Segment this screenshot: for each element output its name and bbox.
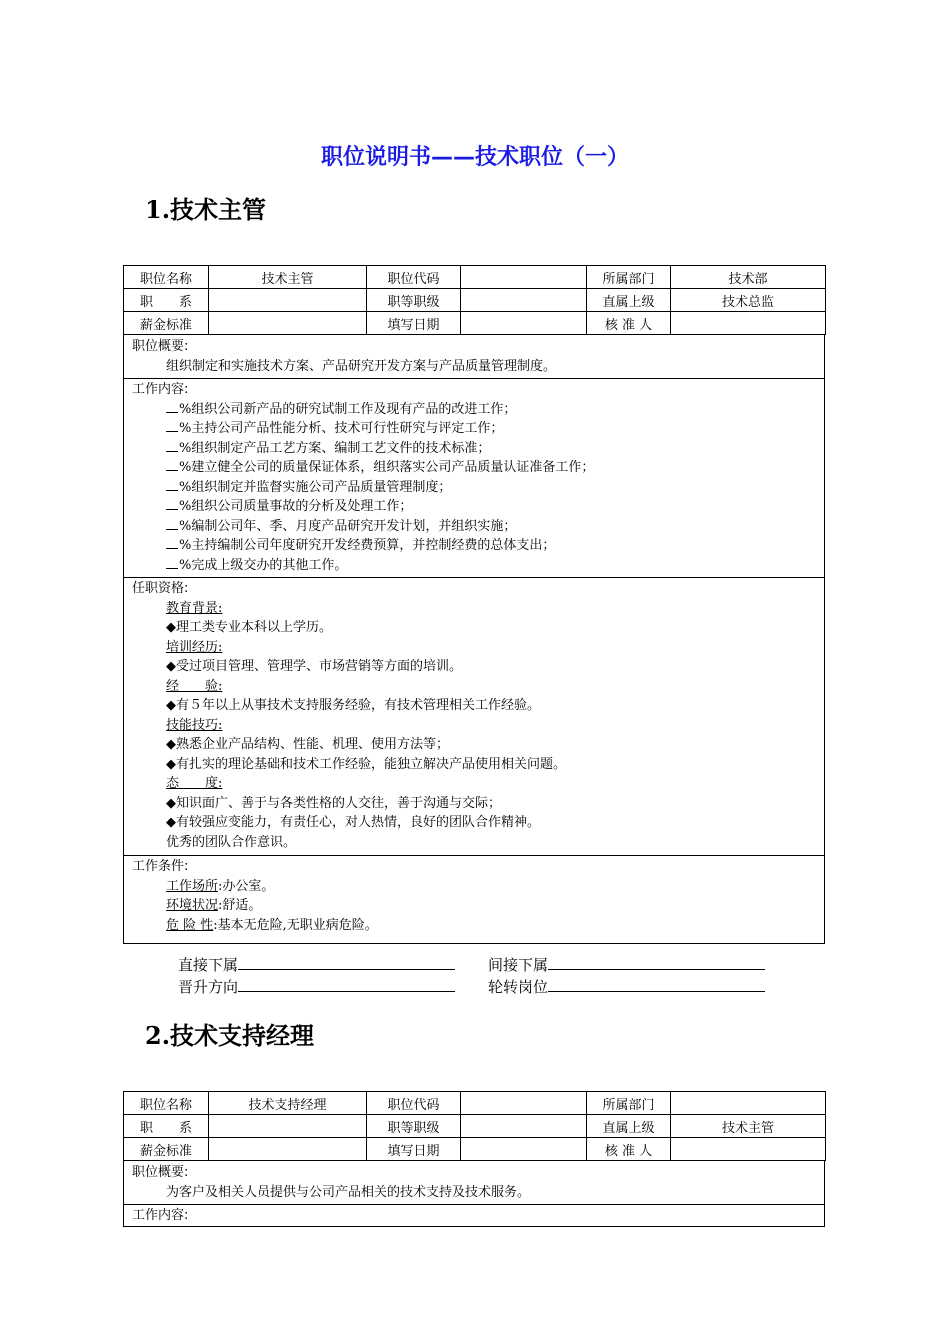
cell-value [461,1138,587,1161]
conditions-label: 工作条件: [132,859,189,874]
cell-label: 所属部门 [587,1092,671,1115]
promotion-field [238,977,455,992]
list-item: %主持公司产品性能分析、技术可行性研究与评定工作； [124,419,824,439]
cell-label: 职 系 [124,1115,209,1138]
edu-label: 教育背景: [166,600,223,616]
rotation-field [548,977,765,992]
indirect-sub-label: 间接下属 [488,956,549,974]
cell-label: 薪金标准 [124,312,209,335]
train-text: ◆受过项目管理、管理学、市场营销等方面的培训。 [166,659,462,674]
cell-label: 职等职级 [367,289,461,312]
cell-value: 技术部 [671,266,826,289]
list-item: %建立健全公司的质量保证体系，组织落实公司产品质量认证准备工作； [124,458,824,478]
cell-value [209,312,367,335]
cell-label: 核 准 人 [587,1138,671,1161]
promotion-label: 晋升方向 [178,978,239,996]
exp-label: 经 验: [166,678,223,694]
table-row [124,289,826,312]
duties-label: 工作内容: [132,382,189,397]
cell-label: 职等职级 [367,1115,461,1138]
table-row [124,1138,826,1161]
overview-text: 组织制定和实施技术方案、产品研究开发方案与产品质量管理制度。 [166,358,557,374]
cell-value [461,289,587,312]
header-table-2 [123,1091,826,1161]
cell-value [461,312,587,335]
condition-risk: 危 险 性:基本无危险,无职业病危险。 [166,917,378,933]
overview-block-1 [123,335,825,379]
cell-label: 填写日期 [367,312,461,335]
cell-value [671,1092,826,1115]
relations-block [178,954,765,998]
direct-sub-label: 直接下属 [178,956,239,974]
section-heading-1: 1.技术主管 [145,195,267,224]
table-row [124,266,826,289]
attitude-text-2: ◆有较强应变能力，有责任心，对人热情，良好的团队合作精神。 [166,815,540,830]
cell-label: 职位名称 [124,1092,209,1115]
cell-label: 职位代码 [367,1092,461,1115]
attitude-label: 态 度: [166,776,223,791]
header-table-1 [123,265,826,335]
exp-text: ◆有５年以上从事技术支持服务经验，有技术管理相关工作经验。 [166,698,540,713]
duties-block-2 [123,1204,825,1227]
direct-sub-field [238,955,455,970]
cell-value [209,1138,367,1161]
cell-label: 薪金标准 [124,1138,209,1161]
cell-value: 技术主管 [671,1115,826,1138]
cell-value: 技术主管 [209,266,367,289]
overview-label: 职位概要: [132,1165,189,1180]
cell-value [671,312,826,335]
duties-label: 工作内容: [132,1208,189,1223]
overview-text: 为客户及相关人员提供与公司产品相关的技术支持及技术服务。 [166,1184,531,1200]
list-item: %主持编制公司年度研究开发经费预算，并控制经费的总体支出； [124,536,824,556]
rotation-label: 轮转岗位 [488,978,549,996]
table-row [124,1115,826,1138]
train-label: 培训经历: [166,639,223,655]
qualifications-block-1 [123,577,825,856]
table-row [124,312,826,335]
cell-value: 技术总监 [671,289,826,312]
list-item: %完成上级交办的其他工作。 [124,556,824,576]
qualifications-label: 任职资格: [132,581,189,596]
cell-value [209,1115,367,1138]
conditions-block-1 [123,855,825,944]
cell-value [461,266,587,289]
skill-text-1: ◆熟悉企业产品结构、性能、机理、使用方法等； [166,737,449,752]
cell-label: 所属部门 [587,266,671,289]
cell-label: 核 准 人 [587,312,671,335]
list-item: %组织制定并监督实施公司产品质量管理制度； [124,478,824,498]
attitude-text-1: ◆知识面广、善于与各类性格的人交往，善于沟通与交际； [166,795,501,811]
skill-text-2: ◆有扎实的理论基础和技术工作经验，能独立解决产品使用相关问题。 [166,756,566,772]
section-heading-2: 2.技术支持经理 [145,1021,315,1050]
condition-env: 环境状况:舒适。 [166,898,262,913]
list-item: %组织制定产品工艺方案、编制工艺文件的技术标准； [124,439,824,459]
cell-value [461,1115,587,1138]
cell-value: 技术支持经理 [209,1092,367,1115]
skill-label: 技能技巧: [166,717,223,733]
edu-text: ◆理工类专业本科以上学历。 [166,620,332,635]
duties-block-1 [123,378,825,578]
list-item: %编制公司年、季、月度产品研究开发计划，并组织实施； [124,517,824,537]
cell-value [209,289,367,312]
page-title: 职位说明书——技术职位（一） [320,145,629,170]
cell-label: 直属上级 [587,289,671,312]
list-item: %组织公司质量事故的分析及处理工作； [124,497,824,517]
cell-label: 职位代码 [367,266,461,289]
cell-label: 职 系 [124,289,209,312]
cell-label: 直属上级 [587,1115,671,1138]
condition-place: 工作场所:办公室。 [166,878,275,894]
cell-label: 职位名称 [124,266,209,289]
overview-label: 职位概要: [132,339,189,354]
indirect-sub-field [548,955,765,970]
cell-value [461,1092,587,1115]
cell-value [671,1138,826,1161]
overview-block-2 [123,1161,825,1205]
table-row [124,1092,826,1115]
list-item: %组织公司新产品的研究试制工作及现有产品的改进工作； [124,400,824,420]
attitude-text-3: 优秀的团队合作意识。 [166,834,297,850]
cell-label: 填写日期 [367,1138,461,1161]
